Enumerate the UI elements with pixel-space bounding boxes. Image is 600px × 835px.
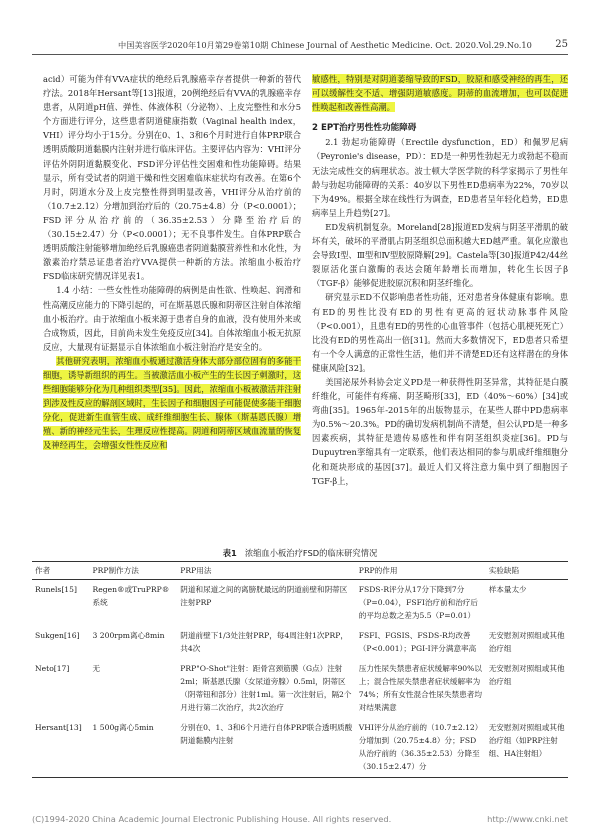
table-cell: 阴道前壁下1/3处注射PRP，每4周注射1次PRP，共4次: [180, 631, 348, 653]
table-cell: Hersant[13]: [32, 718, 90, 778]
clinical-studies-table: [32, 561, 568, 778]
paragraph: 2.1 勃起功能障碍（Erectile dysfunction，ED）和佩罗尼病（Peyronie's disease，PD）：ED是一种男性勃起无力或勃起不稳而无法完成性交的病理状态。波士顿大学医学院的科学家揭示了男性年龄与勃起功能障碍的关系：40岁以下男性ED患病率为22%，70岁以下为49%。根据全球在线性行为调查，ED患者呈年轻化趋势，ED患病率呈上升趋势[27]。: [312, 137, 568, 218]
paragraph: 研究显示ED不仅影响患者性功能，还对患者身体健康有影响。患有ED的男性比没有ED的男性有更高的冠状动脉事件风险（P<0.001），且患有ED的男性的心血管事件（包括心肌梗死死亡）比没有ED的男性高出一倍[31]。然而大多数情况下，ED患者只希望有一个令人满意的正常性生活，他们并不清楚ED还有这样潜在的身体健康风险[32]。: [312, 292, 568, 373]
column-header: 实验缺陷: [486, 562, 568, 580]
table-cell: Sukgen[16]: [35, 631, 80, 640]
table-cell: FSFI、FGSIS、FSDS-R均改善（P<0.001）；PGI-I评分满意率高: [358, 631, 477, 653]
table-row: [32, 659, 568, 718]
table-title: 浓缩血小板治疗FSD的临床研究情况: [244, 548, 378, 558]
table-cell: PRP"O-Shot"注射：距骨宫颈筋膜（G点）注射2ml；斯基恩氏腺（女尿道旁腺）0.5ml，阴蒂区（阴蒂钮和部分）注射1ml。第一次注射后，隔2个月进行第二次治疗，共2次治疗: [180, 664, 352, 712]
table-cell: Regen®或TruPRP®系统: [92, 585, 170, 607]
paragraph: 1.4 小结：一些女性性功能障碍的病例是由性欲、性唤起、润滑和性高潮反应能力的下降引起的，可在斯基恩氏腺和阴蒂区注射自体浓缩血小板治疗。由于浓缩血小板来源于患者自身的血液，没有使用外来或合成物质，因此，目前尚未发生免疫反应[34]。自体浓缩血小板无抗原反应，大量现有证据显示自体浓缩血小板注射治疗是安全的。: [43, 285, 301, 352]
paragraph: 美国泌尿外科协会定义PD是一种获得性阴茎异常，其特征是白膜纤维化，可能伴有疼痛、阴茎畸形[33]，ED（40%～60%）[34]或弯曲[35]。1965年-2015年的出版物显示，在某些人群中PD患病率为0.5%～20.3%。PD的确切发病机制尚不清楚，但公认PD是一种多因素疾病，其特征是遗传易感性和伴有阴茎组织炎症[36]。PD与Dupuytren挛缩具有一定联系，他们表达相同的参与肌成纤维细胞分化和斑块形成的基因[37]。最近人们又将注意力集中到了细胞因子TGF-β上，: [312, 376, 568, 486]
table-header-row: [32, 562, 568, 580]
table-cell: 压力性尿失禁患者症状缓解率90%以上；混合性尿失禁患者症状缓解率为74%；所有女性混合性尿失禁患者均对结果满意: [358, 664, 482, 712]
table-cell: 分别在0、1、3和6个月进行自体PRP联合透明质酸阴道黏膜内注射: [177, 718, 355, 778]
table-cell: 无安慰剂对照组或其他治疗组: [488, 631, 565, 653]
table-cell: 1 500g离心5min: [90, 718, 178, 778]
right-column: [312, 72, 568, 488]
column-header: PRP制作方法: [90, 562, 178, 580]
table-cell: Runels[15]: [35, 585, 77, 594]
copyright-notice: (C)1994-2020 China Academic Journal Electronic Publishing House. All rights reserved.: [32, 814, 392, 824]
page-number: 25: [555, 39, 568, 50]
table-cell: 无安慰剂对照组或其他治疗组: [488, 664, 565, 686]
column-header: PRP用法: [177, 562, 355, 580]
table-cell: 3 200rpm离心8min: [92, 631, 165, 640]
header-rule: [32, 54, 568, 55]
cnki-link[interactable]: http://www.cnki.net: [487, 814, 568, 824]
table-label: 表1: [222, 548, 237, 558]
table-cell: VHI评分从治疗前的（10.7±2.12）分增加到（20.75±4.8）分；FSD从治疗前的（36.35±2.53）分降至（30.15±2.47）分: [356, 718, 486, 778]
table-cell: 无安慰剂对照组或其他治疗组（如PRP注射组、HA注射组）: [486, 718, 568, 778]
left-column: [43, 72, 301, 453]
section-heading: 2 EPT治疗男性性功能障碍: [312, 123, 417, 134]
table-cell: FSDS-R评分从17分下降到7分（P=0.04），FSFI治疗前和治疗后的平均总数之差为5.5（P=0.01）: [358, 585, 478, 620]
table-row: [32, 626, 568, 659]
paragraph: ED发病机制复杂。Moreland[28]报道ED发病与阴茎平滑肌的破坏有关，破坏的平滑肌占阴茎组织总面积越大ED越严重。氧化应激也会导致Ⅰ型、Ⅲ型和Ⅳ型胶原降解[29]。Castela等[30]报道P42/44丝裂原活化蛋白激酶的表达会随年龄增长而增加，转化生长因子β（TGF-β）能够促进胶原沉积和阴茎纤维化。: [312, 221, 568, 289]
table-cell: Neto[17]: [35, 664, 70, 673]
table-row: [32, 580, 568, 627]
table-cell: 阴道和尿道之间的离膀胱最远的阴道前壁和阴蒂区注射PRP: [180, 585, 348, 607]
column-header: 作者: [32, 562, 90, 580]
table-row: [32, 718, 568, 778]
paragraph: acid）可能为伴有VVA症状的绝经后乳腺癌幸存者提供一种新的替代疗法。2018年Hersant等[13]报道，20例绝经后有VVA的乳腺癌幸存患者，从阴道pH值、弹性、体液体积（分泌物）、上皮完整性和水分5个方面进行评分，这些患者阴道健康指数（Vaginal health index，VHI）评分均小于15分。分别在0、1、3和6个月时进行自体PRP联合透明质酸阴道黏膜内注射并进行临床评估。主要评估内容为：VHI评分评估外阴阴道黏膜变化、FSD评分评估性交困难和性功能障碍。结果显示，所有受试者的阴道干燥和性交困难临床症状均有改善。在第6个月时，阴道水分及上皮完整性得到明显改善，VHI评分从治疗前的（10.7±2.12）分增加到治疗后的（20.75±4.8）分（P<0.0001）；FSD评分从治疗前的（36.35±2.53）分降至治疗后的（30.15±2.47）分（P<0.0001）；无不良事件发生。自体PRP联合透明质酸注射能够增加绝经后乳腺癌患者阴道黏膜营养性和水化性，为激素治疗禁忌证患者治疗VVA提供一种新的方法。浓缩血小板治疗FSD临床研究情况详见表1。: [43, 74, 301, 282]
journal-title: 中国美容医学2020年10月第29卷第10期 Chinese Journal of Aesthetic Medicine. Oct. 2020.Vol.29.No.10: [118, 40, 532, 50]
highlighted-text: 其他研究表明，浓缩血小板通过激活身体大部分部位固有的多能干细胞，诱导新组织的再生。当被激活血小板产生的生长因子刺激时，这些细胞能够分化为几种组织类型[35]。因此，浓缩血小板被激活并注射到涉及性反应的解剖区域时，生长因子和细胞因子可能促使多能干细胞分化，促进新生血管生成、成纤维细胞生长、腺体（斯基恩氏腺）增殖、新的神经元生长，生理反应性提高。阴道和阴蒂区域血流量的恢复及神经再生，会增强女性性反应和: [43, 355, 301, 451]
table-caption: [0, 547, 600, 559]
table-cell: 样本量太少: [488, 585, 527, 594]
table-cell: 无: [92, 664, 101, 673]
column-header: PRP的作用: [356, 562, 486, 580]
highlighted-text: 敏感性，特别是对阴道萎缩导致的FSD，胶原和感受神经的再生，还可以缓解性交不适、增强阴道敏感度。阴蒂的血流增加，也可以促进性唤起和改善性高潮。: [312, 74, 568, 113]
